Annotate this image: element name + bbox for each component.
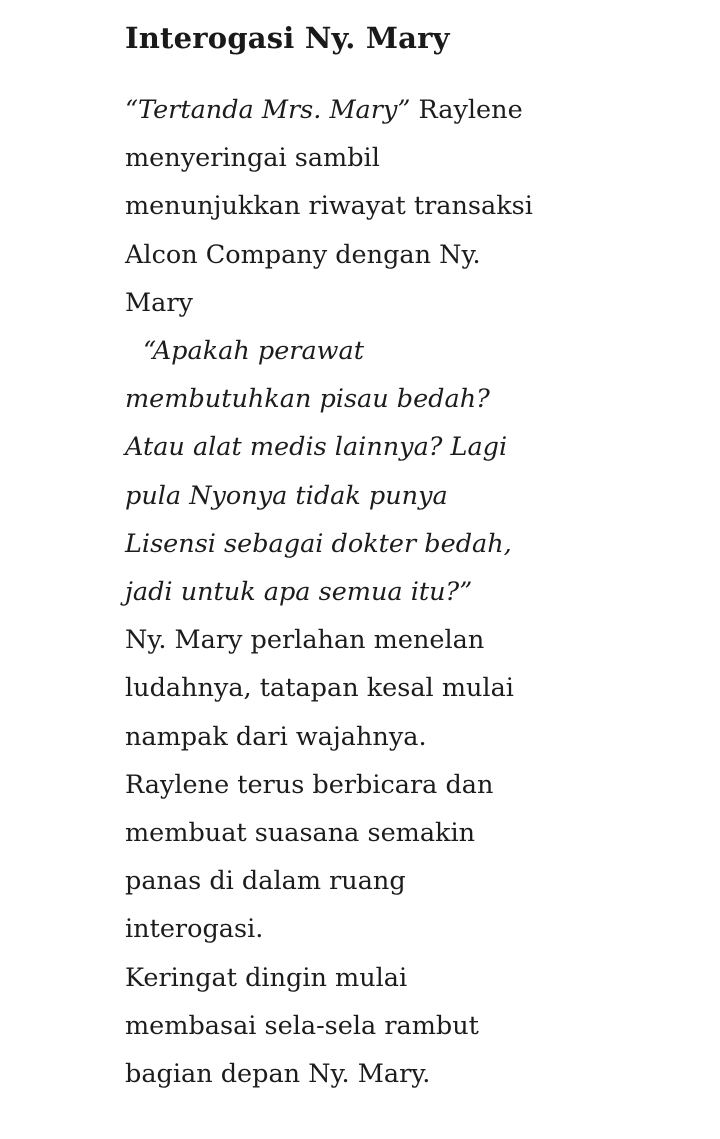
article-body — [125, 86, 595, 1098]
paragraph-1-line-1 — [125, 86, 595, 134]
paragraph-3-line-2: ludahnya, tatapan kesal mulai — [125, 673, 514, 704]
paragraph-1-line-3: menunjukkan riwayat transaksi — [125, 191, 533, 222]
paragraph-5 — [125, 954, 595, 1099]
paragraph-1-line-4: Alcon Company dengan Ny. — [125, 239, 481, 270]
paragraph-5-line-2: membasai sela-sela rambut — [125, 1010, 479, 1041]
paragraph-3-line-3: nampak dari wajahnya. — [125, 721, 427, 752]
paragraph-1 — [125, 86, 595, 327]
paragraph-2-dialogue — [125, 327, 595, 616]
paragraph-1-line-5: Mary — [125, 287, 193, 318]
paragraph-3 — [125, 616, 595, 761]
paragraph-2-line-4: pula Nyonya tidak punya — [125, 480, 448, 511]
paragraph-4-line-4: interogasi. — [125, 914, 264, 945]
paragraph-2-line-2: membutuhkan pisau bedah? — [125, 384, 490, 415]
paragraph-2-line-6: jadi untuk apa semua itu?” — [125, 577, 473, 608]
article-title: Interogasi Ny. Mary — [125, 21, 450, 55]
paragraph-4-line-3: panas di dalam ruang — [125, 866, 406, 897]
signature-quote: “Tertanda Mrs. Mary” — [125, 95, 411, 125]
paragraph-1-line-2: menyeringai sambil — [125, 143, 380, 174]
paragraph-2-line-1: “Apakah perawat — [143, 336, 364, 367]
paragraph-3-line-1: Ny. Mary perlahan menelan — [125, 625, 485, 656]
article — [125, 14, 595, 1098]
paragraph-2-line-3: Atau alat medis lainnya? Lagi — [125, 432, 508, 463]
paragraph-2-line-5: Lisensi sebagai dokter bedah, — [125, 528, 512, 559]
paragraph-5-line-1: Keringat dingin mulai — [125, 962, 408, 993]
paragraph-4-line-1: Raylene terus berbicara dan — [125, 769, 494, 800]
paragraph-5-line-3: bagian depan Ny. Mary. — [125, 1059, 431, 1090]
paragraph-4 — [125, 761, 595, 954]
paragraph-4-line-2: membuat suasana semakin — [125, 818, 476, 849]
paragraph-1-line-1-rest: Raylene — [410, 95, 523, 125]
